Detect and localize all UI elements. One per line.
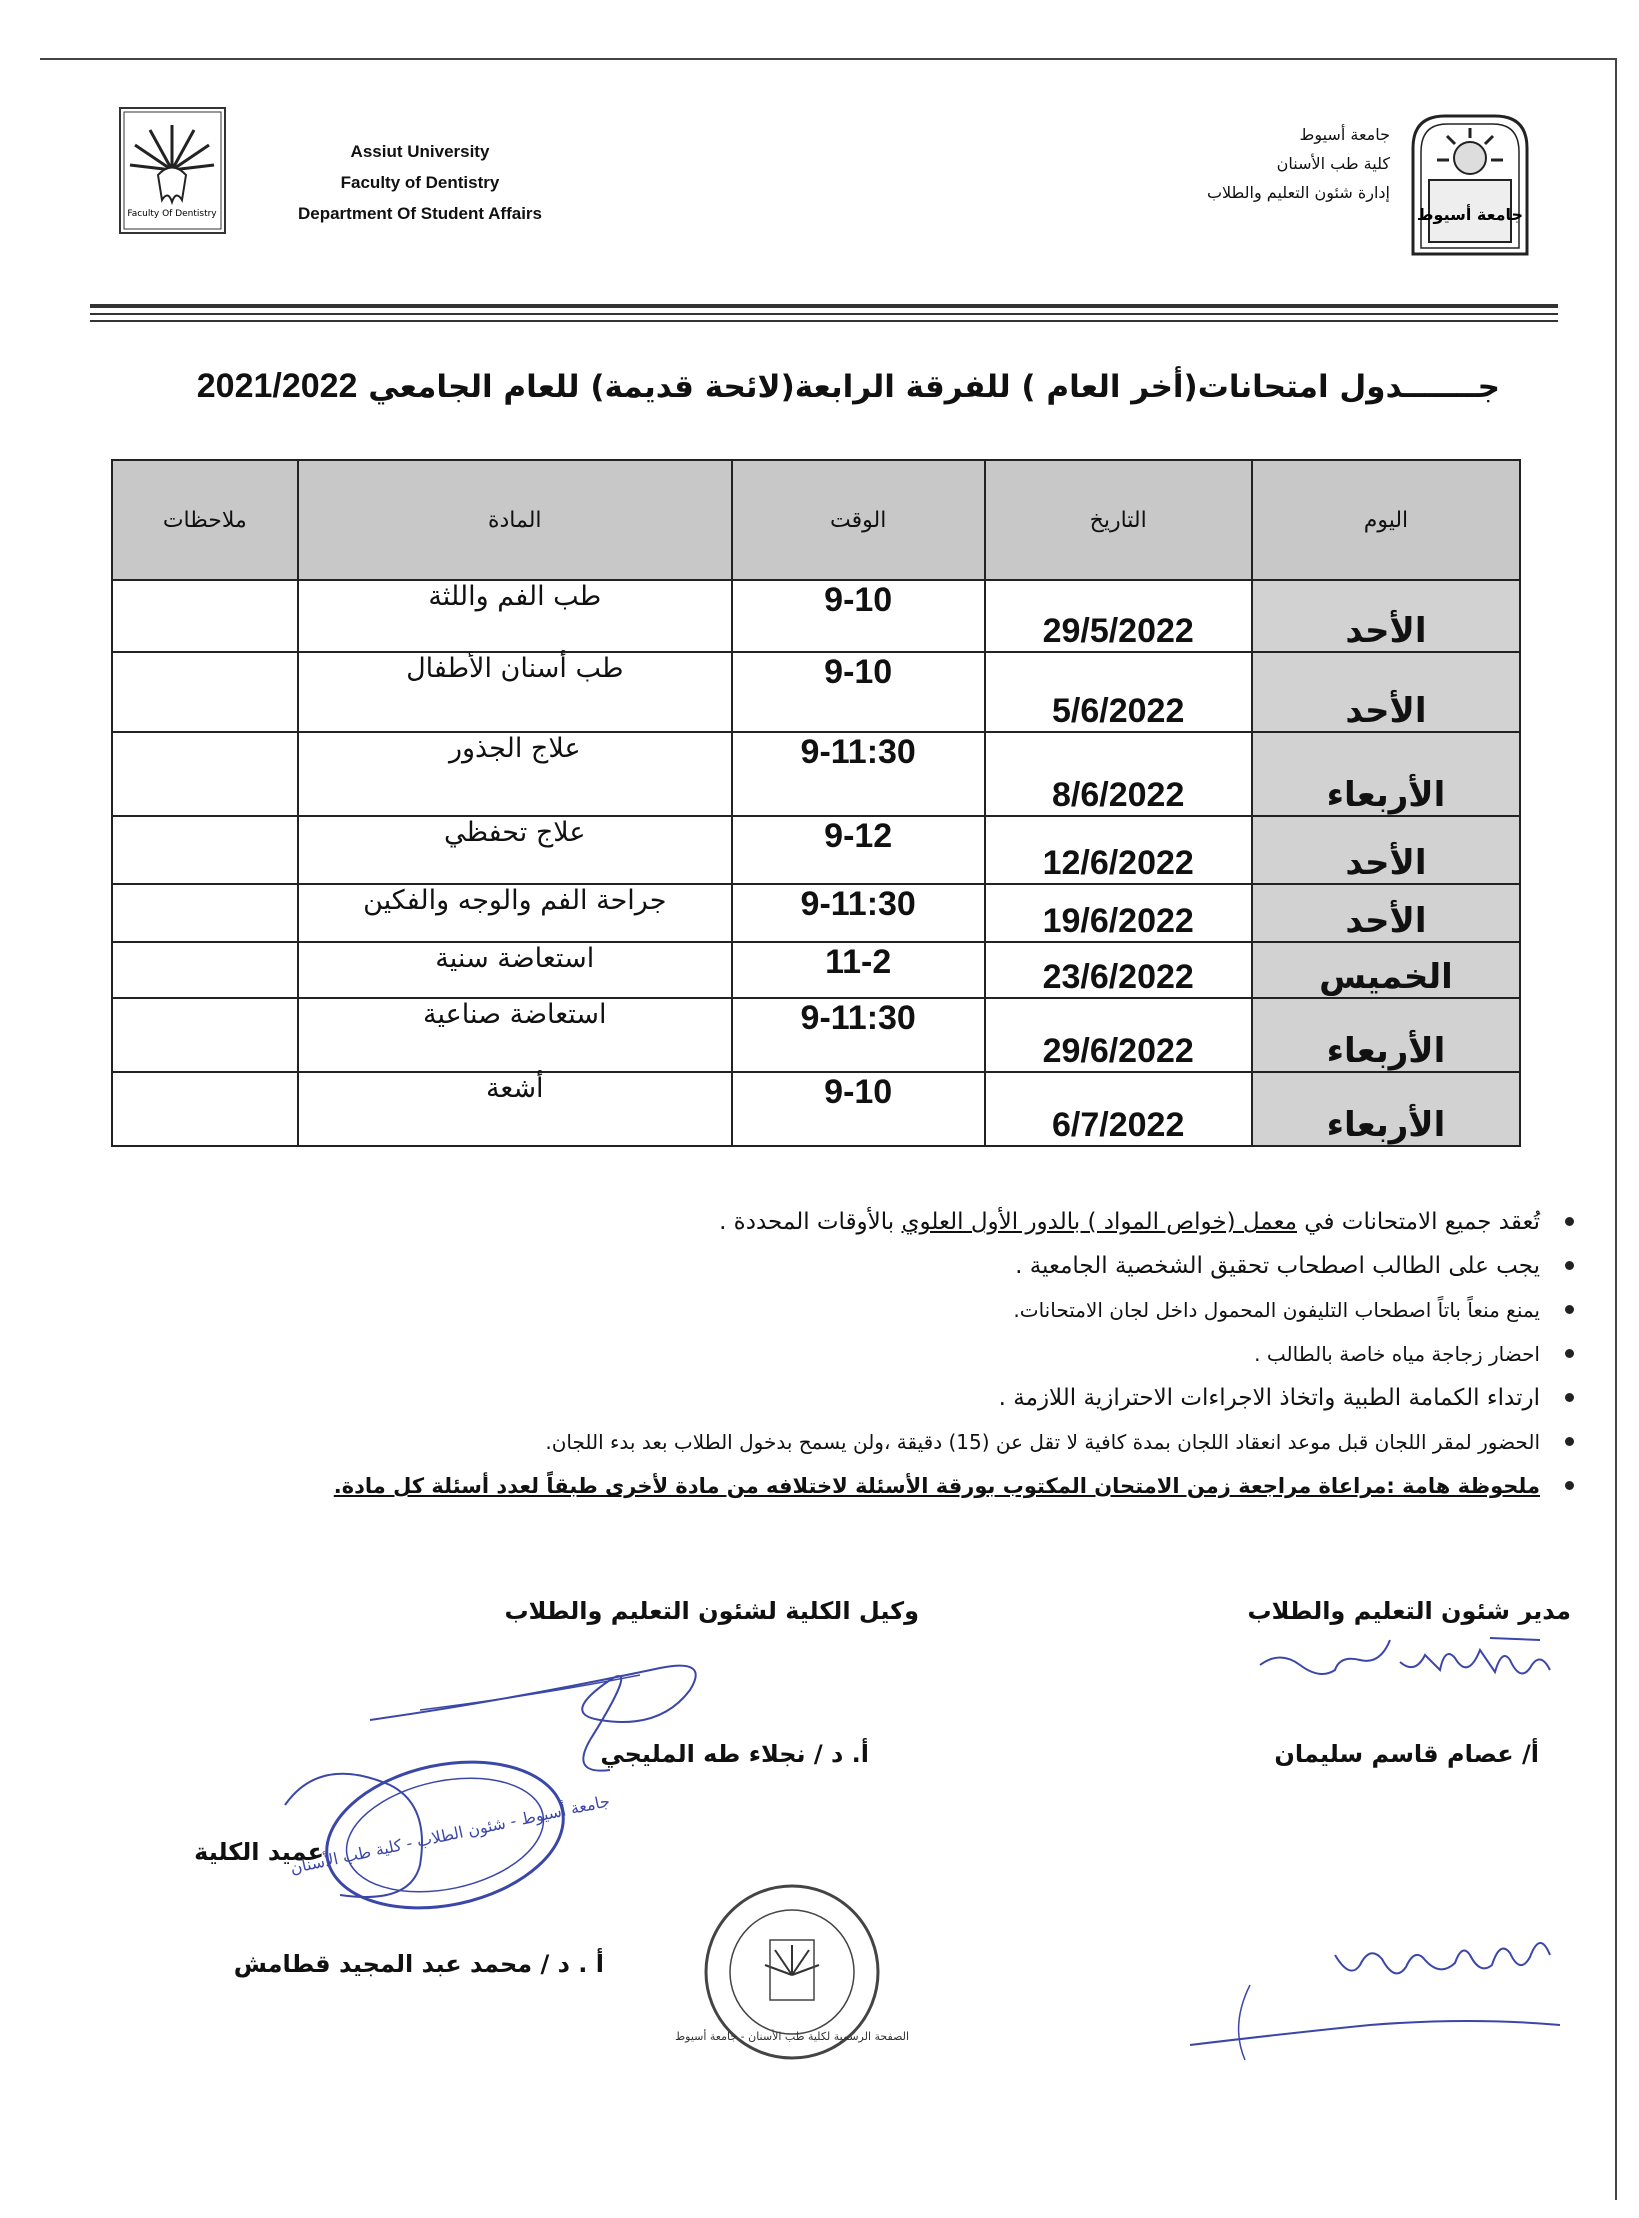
dean-signature xyxy=(1170,1925,1570,2065)
list-item: ارتداء الكمامة الطبية واتخاذ الاجراءات الاحترازية اللازمة . xyxy=(180,1376,1580,1420)
arabic-header xyxy=(1070,120,1390,207)
header-faculty-ar: كلية طب الأسنان xyxy=(1276,154,1390,173)
cell-date: 5/6/2022 xyxy=(985,652,1252,732)
cell-day: الأربعاء xyxy=(1252,1072,1520,1146)
cell-day: الأحد xyxy=(1252,816,1520,884)
note-text: بالأوقات المحددة . xyxy=(719,1209,902,1235)
cell-subject: طب الفم واللثة xyxy=(298,580,732,652)
header-time: الوقت xyxy=(732,460,985,580)
cell-subject: علاج تحفظي xyxy=(298,816,732,884)
cell-time: 11-2 xyxy=(732,942,985,998)
cell-time: 9-11:30 xyxy=(732,884,985,942)
header-department-ar: إدارة شئون التعليم والطلاب xyxy=(1206,183,1390,202)
dean-name: أ . د / محمد عبد المجيد قطامش xyxy=(233,1950,604,1978)
cell-notes xyxy=(112,1072,298,1146)
list-item: الحضور لمقر اللجان قبل موعد انعقاد اللجان بمدة كافية لا تقل عن (15) دقيقة ،ولن يسمح بدخول الطلاب بعد بدء اللجان. xyxy=(180,1420,1580,1464)
header-date: التاريخ xyxy=(985,460,1252,580)
cell-subject: جراحة الفم والوجه والفكين xyxy=(298,884,732,942)
table-row xyxy=(112,732,1520,816)
list-item: يجب على الطالب اصطحاب تحقيق الشخصية الجامعية . xyxy=(180,1244,1580,1288)
cell-subject: استعاضة سنية xyxy=(298,942,732,998)
svg-text:جامعة أسيوط: جامعة أسيوط xyxy=(1416,205,1524,224)
title-year: 2021/2022 xyxy=(196,367,358,405)
header-subject: المادة xyxy=(298,460,732,580)
svg-text:الصفحة الرسمية لكلية طب الأسنا: الصفحة الرسمية لكلية طب الأسنان - جامعة أسيوط xyxy=(674,2030,910,2043)
cell-date: 6/7/2022 xyxy=(985,1072,1252,1146)
cell-notes xyxy=(112,998,298,1072)
table-header-row xyxy=(112,460,1520,580)
table-row xyxy=(112,816,1520,884)
cell-date: 8/6/2022 xyxy=(985,732,1252,816)
cell-notes xyxy=(112,580,298,652)
cell-subject: استعاضة صناعية xyxy=(298,998,732,1072)
table-row xyxy=(112,580,1520,652)
vice-dean-title: وكيل الكلية لشئون التعليم والطلاب xyxy=(504,1597,919,1625)
cell-notes xyxy=(112,652,298,732)
cell-time: 9-10 xyxy=(732,1072,985,1146)
header-divider-thin-2 xyxy=(90,320,1558,322)
list-item: يمنع منعاً باتاً اصطحاب التليفون المحمول داخل لجان الامتحانات. xyxy=(180,1288,1580,1332)
note-location: معمل (خواص المواد ) بالدور الأول العلوي xyxy=(901,1209,1297,1235)
cell-day: الأربعاء xyxy=(1252,998,1520,1072)
list-item xyxy=(180,1200,1580,1244)
cell-notes xyxy=(112,942,298,998)
director-title: مدير شئون التعليم والطلاب xyxy=(1247,1597,1571,1625)
table-row xyxy=(112,998,1520,1072)
cell-date: 23/6/2022 xyxy=(985,942,1252,998)
cell-date: 19/6/2022 xyxy=(985,884,1252,942)
table-row xyxy=(112,1072,1520,1146)
title-text: جـــــــدول امتحانات(أخر العام ) للفرقة الرابعة(لائحة قديمة) للعام الجامعي xyxy=(368,369,1500,405)
cell-time: 9-10 xyxy=(732,580,985,652)
cell-notes xyxy=(112,732,298,816)
note-text: تُعقد جميع الامتحانات في xyxy=(1297,1209,1540,1235)
cell-subject: أشعة xyxy=(298,1072,732,1146)
list-item: احضار زجاجة مياه خاصة بالطالب . xyxy=(180,1332,1580,1376)
instructions-list xyxy=(180,1200,1580,1508)
header-notes: ملاحظات xyxy=(112,460,298,580)
cell-notes xyxy=(112,884,298,942)
cell-day: الأحد xyxy=(1252,884,1520,942)
header-department: Department Of Student Affairs xyxy=(297,204,542,223)
list-item: ملحوظة هامة :مراعاة مراجعة زمن الامتحان المكتوب بورقة الأسئلة لاختلافه من مادة لأخرى طبقاً لعدد أسئلة كل مادة. xyxy=(180,1464,1580,1508)
cell-day: الأربعاء xyxy=(1252,732,1520,816)
vice-dean-name: أ. د / نجلاء طه المليجي xyxy=(600,1740,869,1768)
dean-title: عميد الكلية xyxy=(194,1838,324,1866)
cell-time: 9-11:30 xyxy=(732,998,985,1072)
cell-day: الأحد xyxy=(1252,580,1520,652)
exam-schedule-table xyxy=(111,459,1521,1147)
header-day: اليوم xyxy=(1252,460,1520,580)
cell-date: 29/6/2022 xyxy=(985,998,1252,1072)
university-logo-left xyxy=(110,90,235,240)
table-row xyxy=(112,884,1520,942)
university-logo-right xyxy=(1405,108,1535,256)
cell-time: 9-12 xyxy=(732,816,985,884)
svg-text:Faculty Of Dentistry: Faculty Of Dentistry xyxy=(127,209,217,219)
svg-text:جامعة أسيوط - شئون الطلاب - كل: جامعة أسيوط - شئون الطلاب - كلية طب الأسنان xyxy=(288,1791,612,1878)
header-faculty: Faculty of Dentistry xyxy=(340,173,500,192)
cell-time: 9-10 xyxy=(732,652,985,732)
director-name: أ/ عصام قاسم سليمان xyxy=(1274,1740,1539,1768)
official-stamp xyxy=(674,1880,910,2065)
cell-date: 29/5/2022 xyxy=(985,580,1252,652)
english-header xyxy=(255,136,585,229)
cell-date: 12/6/2022 xyxy=(985,816,1252,884)
document-title xyxy=(130,367,1500,406)
student-affairs-stamp xyxy=(280,1745,612,1920)
cell-day: الأحد xyxy=(1252,652,1520,732)
cell-time: 9-11:30 xyxy=(732,732,985,816)
header-university: Assiut University xyxy=(350,142,490,161)
header-divider-thick xyxy=(90,304,1558,308)
table-row xyxy=(112,942,1520,998)
cell-subject: علاج الجذور xyxy=(298,732,732,816)
header-divider-thin xyxy=(90,313,1558,315)
header-university-ar: جامعة أسيوط xyxy=(1299,125,1390,144)
cell-notes xyxy=(112,816,298,884)
director-signature xyxy=(1240,1620,1570,1700)
cell-day: الخميس xyxy=(1252,942,1520,998)
table-row xyxy=(112,652,1520,732)
cell-subject: طب أسنان الأطفال xyxy=(298,652,732,732)
